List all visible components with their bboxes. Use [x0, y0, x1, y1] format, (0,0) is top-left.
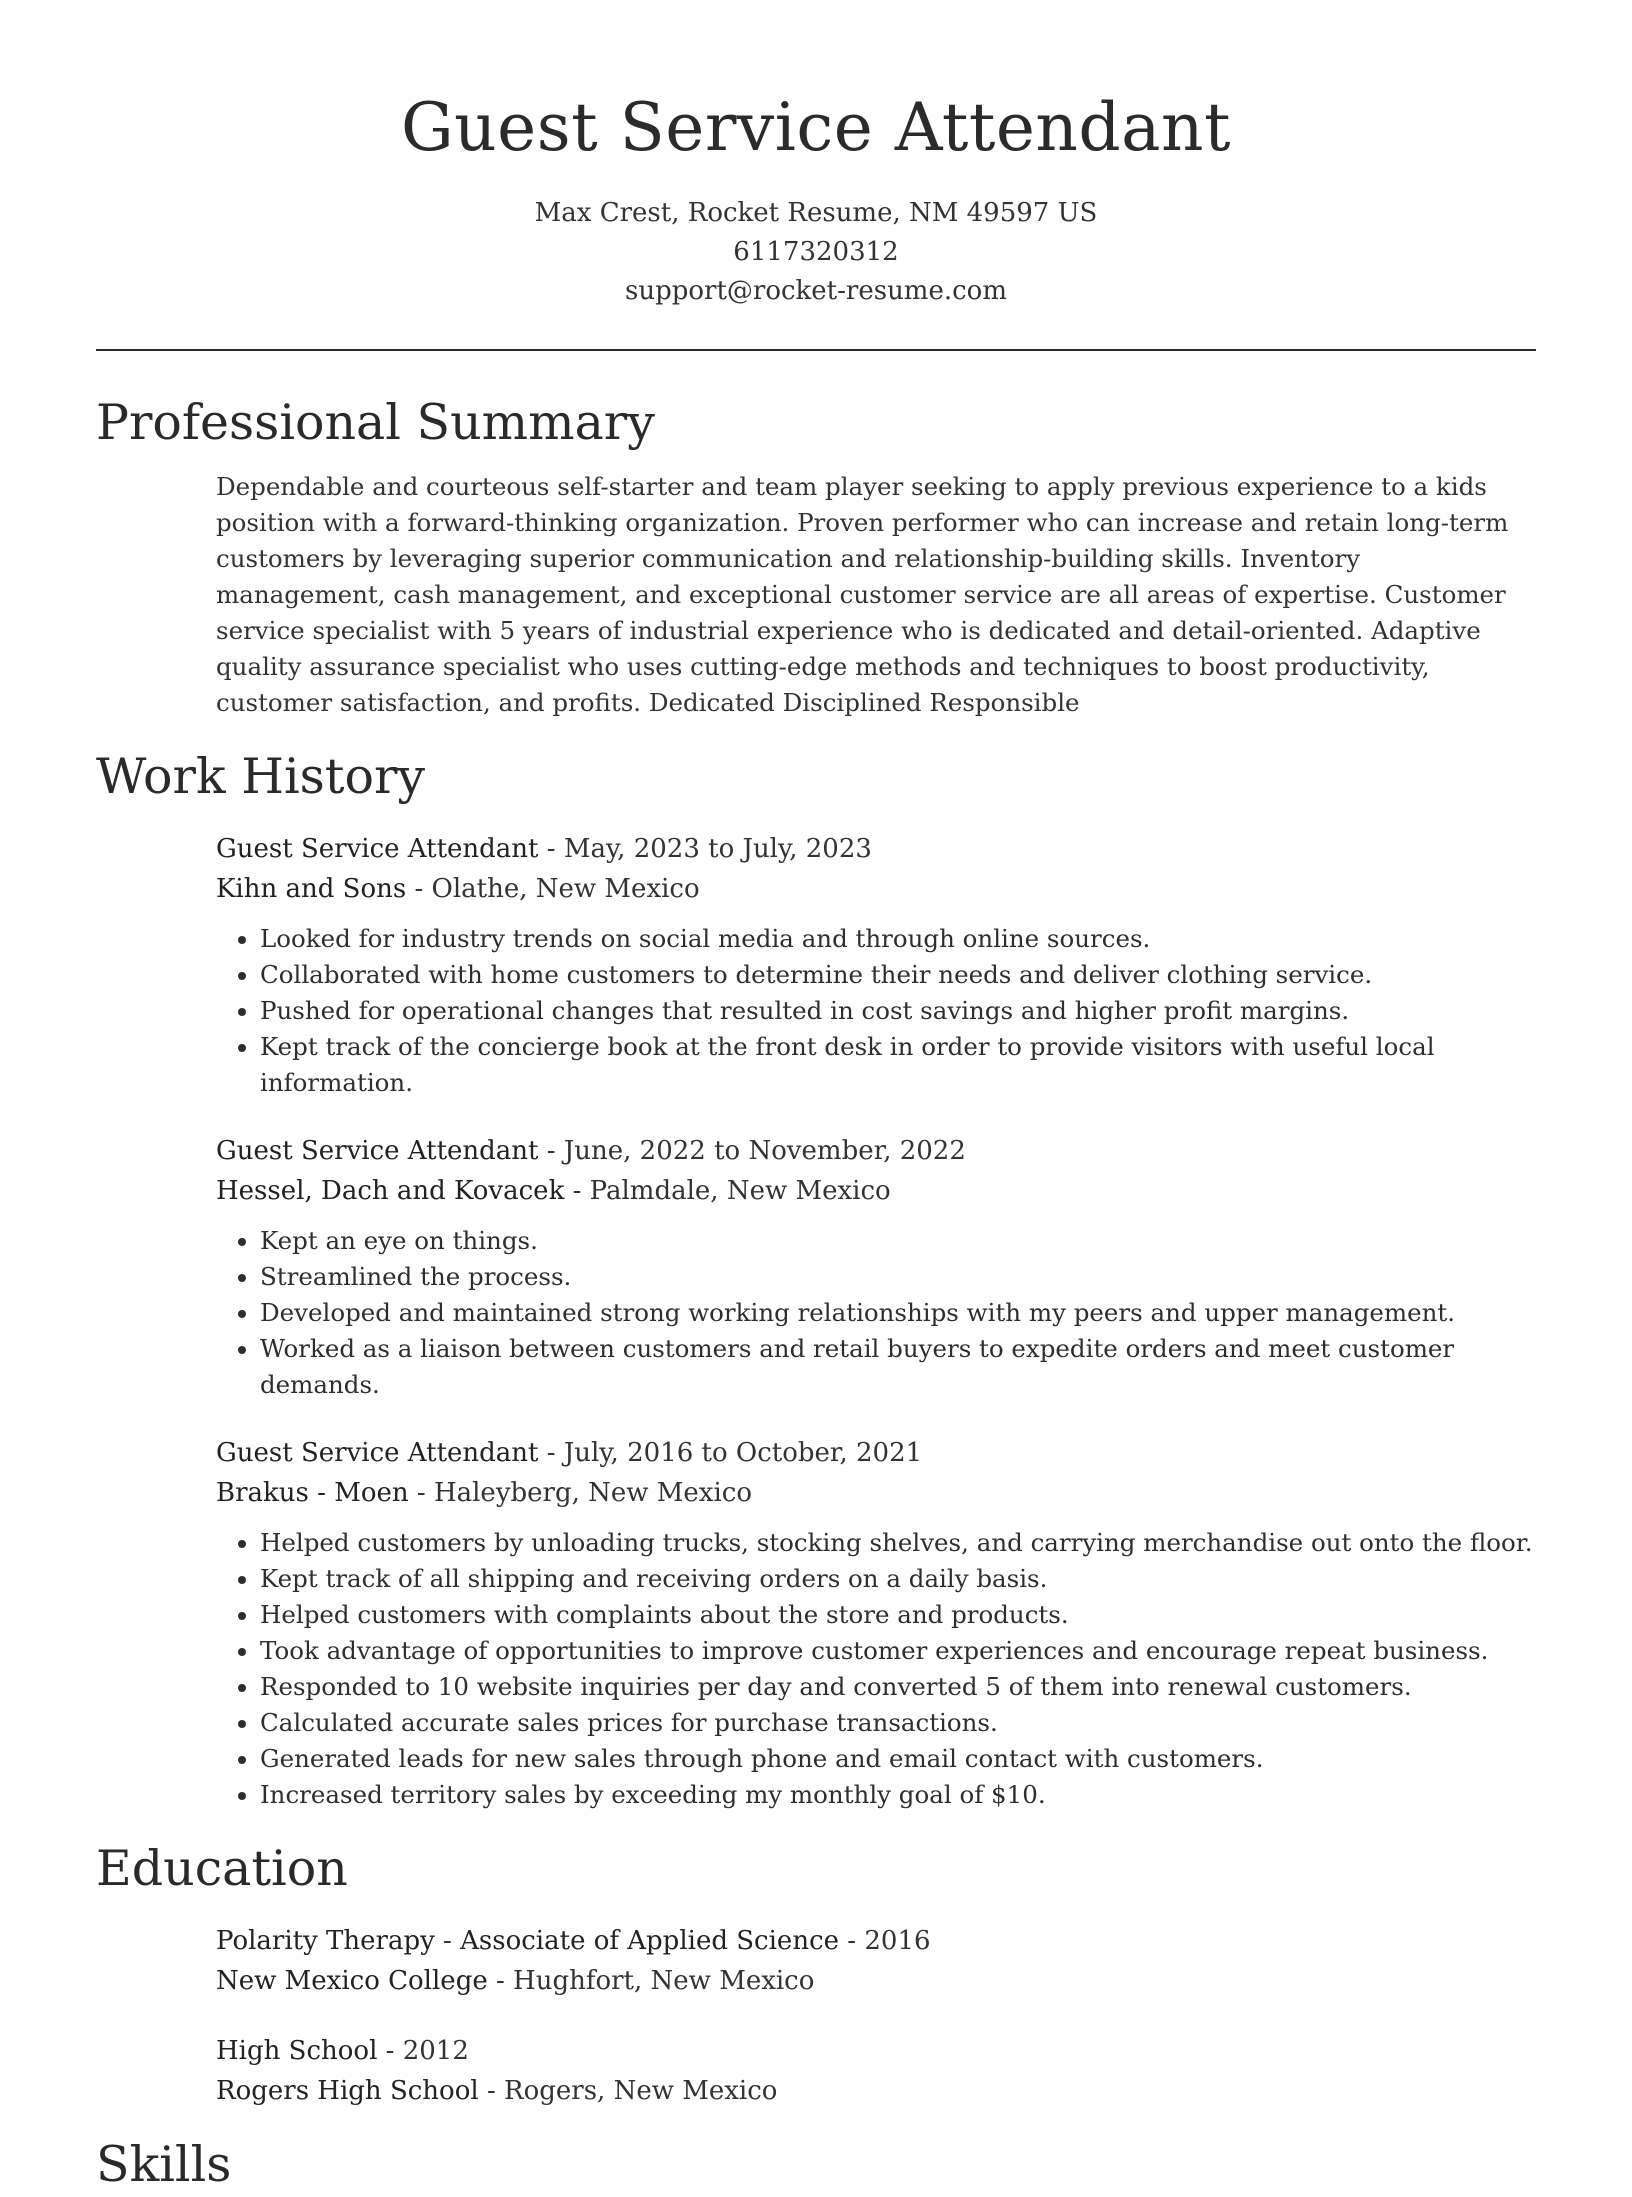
- summary-heading: Professional Summary: [96, 394, 655, 451]
- education-location: Rogers, New Mexico: [504, 2076, 778, 2106]
- job-location: Palmdale, New Mexico: [589, 1176, 891, 1206]
- job-dates: June, 2022 to November, 2022: [563, 1136, 966, 1166]
- job-bullet: • Generated leads for new sales through phone and email contact with customers.: [260, 1741, 1536, 1777]
- job-entry: [216, 1131, 1536, 1403]
- education-school: Rogers High School: [216, 2076, 479, 2106]
- education-entry: [216, 1921, 1536, 2001]
- education-year: 2012: [402, 2036, 469, 2066]
- contact-block: [96, 194, 1536, 311]
- job-title-line: Guest Service Attendant - May, 2023 to July, 2023: [216, 834, 872, 864]
- job-location: Haleyberg, New Mexico: [433, 1478, 752, 1508]
- job-company: Brakus - Moen: [216, 1478, 409, 1508]
- job-bullets: [216, 1525, 1536, 1813]
- work-history-list: [96, 829, 1536, 1813]
- job-bullet: • Looked for industry trends on social media and through online sources.: [260, 921, 1536, 957]
- education-school-line: Rogers High School - Rogers, New Mexico: [216, 2076, 778, 2106]
- education-degree-line: High School - 2012: [216, 2036, 469, 2066]
- job-dates: May, 2023 to July, 2023: [563, 834, 872, 864]
- education-field: High School: [216, 2036, 378, 2066]
- job-bullet: • Developed and maintained strong working relationships with my peers and upper management.: [260, 1295, 1536, 1331]
- education-location: Hughfort, New Mexico: [513, 1966, 815, 1996]
- job-bullet: • Kept track of all shipping and receiving orders on a daily basis.: [260, 1561, 1536, 1597]
- job-bullet: • Streamlined the process.: [260, 1259, 1536, 1295]
- job-bullet: • Pushed for operational changes that resulted in cost savings and higher profit margins.: [260, 993, 1536, 1029]
- resume-header: [96, 0, 1536, 311]
- job-role: Guest Service Attendant: [216, 1136, 539, 1166]
- job-bullet: • Took advantage of opportunities to improve customer experiences and encourage repeat business.: [260, 1633, 1536, 1669]
- job-company: Hessel, Dach and Kovacek: [216, 1176, 565, 1206]
- contact-phone: 6117320312: [733, 237, 899, 267]
- job-bullet: • Worked as a liaison between customers and retail buyers to expedite orders and meet customer demands.: [260, 1331, 1536, 1403]
- candidate-title: Guest Service Attendant: [400, 89, 1232, 166]
- contact-address: Max Crest, Rocket Resume, NM 49597 US: [534, 198, 1098, 228]
- job-bullets: [216, 1223, 1536, 1403]
- job-company: Kihn and Sons: [216, 874, 407, 904]
- job-role: Guest Service Attendant: [216, 1438, 539, 1468]
- job-bullet: • Helped customers by unloading trucks, stocking shelves, and carrying merchandise out onto the floor.: [260, 1525, 1536, 1561]
- skills-heading: Skills: [96, 2136, 232, 2193]
- job-role: Guest Service Attendant: [216, 834, 539, 864]
- job-company-line: Hessel, Dach and Kovacek - Palmdale, New Mexico: [216, 1176, 891, 1206]
- header-divider: [96, 349, 1536, 351]
- job-bullet: • Responded to 10 website inquiries per day and converted 5 of them into renewal customers.: [260, 1669, 1536, 1705]
- job-dates: July, 2016 to October, 2021: [563, 1438, 923, 1468]
- education-school-line: New Mexico College - Hughfort, New Mexico: [216, 1966, 815, 1996]
- summary-text: Dependable and courteous self-starter and team player seeking to apply previous experience to a kids position with a forward-thinking organization. Proven performer who can increase and retain long-term customers by leveraging superior communication and relationship-building skills. Inventory management, cash management, and exceptional customer service are all areas of expertise. Customer service specialist with 5 years of industrial experience who is dedicated and detail-oriented. Adaptive quality assurance specialist who uses cutting-edge methods and techniques to boost productivity, customer satisfaction, and profits. Dedicated Disciplined Responsible: [216, 472, 1509, 717]
- job-bullet: • Helped customers with complaints about the store and products.: [260, 1597, 1536, 1633]
- job-bullet: • Kept track of the concierge book at the front desk in order to provide visitors with useful local information.: [260, 1029, 1536, 1101]
- job-title-line: Guest Service Attendant - June, 2022 to November, 2022: [216, 1136, 966, 1166]
- education-entry: [216, 2031, 1536, 2111]
- education-year: 2016: [864, 1926, 931, 1956]
- education-field: Polarity Therapy: [216, 1926, 435, 1956]
- job-entry: [216, 1433, 1536, 1813]
- job-bullet: • Collaborated with home customers to determine their needs and deliver clothing service.: [260, 957, 1536, 993]
- job-company-line: Brakus - Moen - Haleyberg, New Mexico: [216, 1478, 752, 1508]
- job-bullet: • Increased territory sales by exceeding my monthly goal of $10.: [260, 1777, 1536, 1813]
- job-location: Olathe, New Mexico: [431, 874, 700, 904]
- job-bullet: • Kept an eye on things.: [260, 1223, 1536, 1259]
- education-heading: Education: [96, 1840, 348, 1897]
- education-school: New Mexico College: [216, 1966, 488, 1996]
- job-entry: [216, 829, 1536, 1101]
- work-history-heading: Work History: [96, 748, 426, 805]
- job-title-line: Guest Service Attendant - July, 2016 to October, 2021: [216, 1438, 923, 1468]
- job-company-line: Kihn and Sons - Olathe, New Mexico: [216, 874, 700, 904]
- education-list: [96, 1921, 1536, 2111]
- job-bullet: • Calculated accurate sales prices for purchase transactions.: [260, 1705, 1536, 1741]
- contact-email: support@rocket-resume.com: [624, 276, 1007, 306]
- education-degree-line: Polarity Therapy - Associate of Applied Science - 2016: [216, 1926, 931, 1956]
- education-degree: Associate of Applied Science: [460, 1926, 840, 1956]
- job-bullets: [216, 921, 1536, 1101]
